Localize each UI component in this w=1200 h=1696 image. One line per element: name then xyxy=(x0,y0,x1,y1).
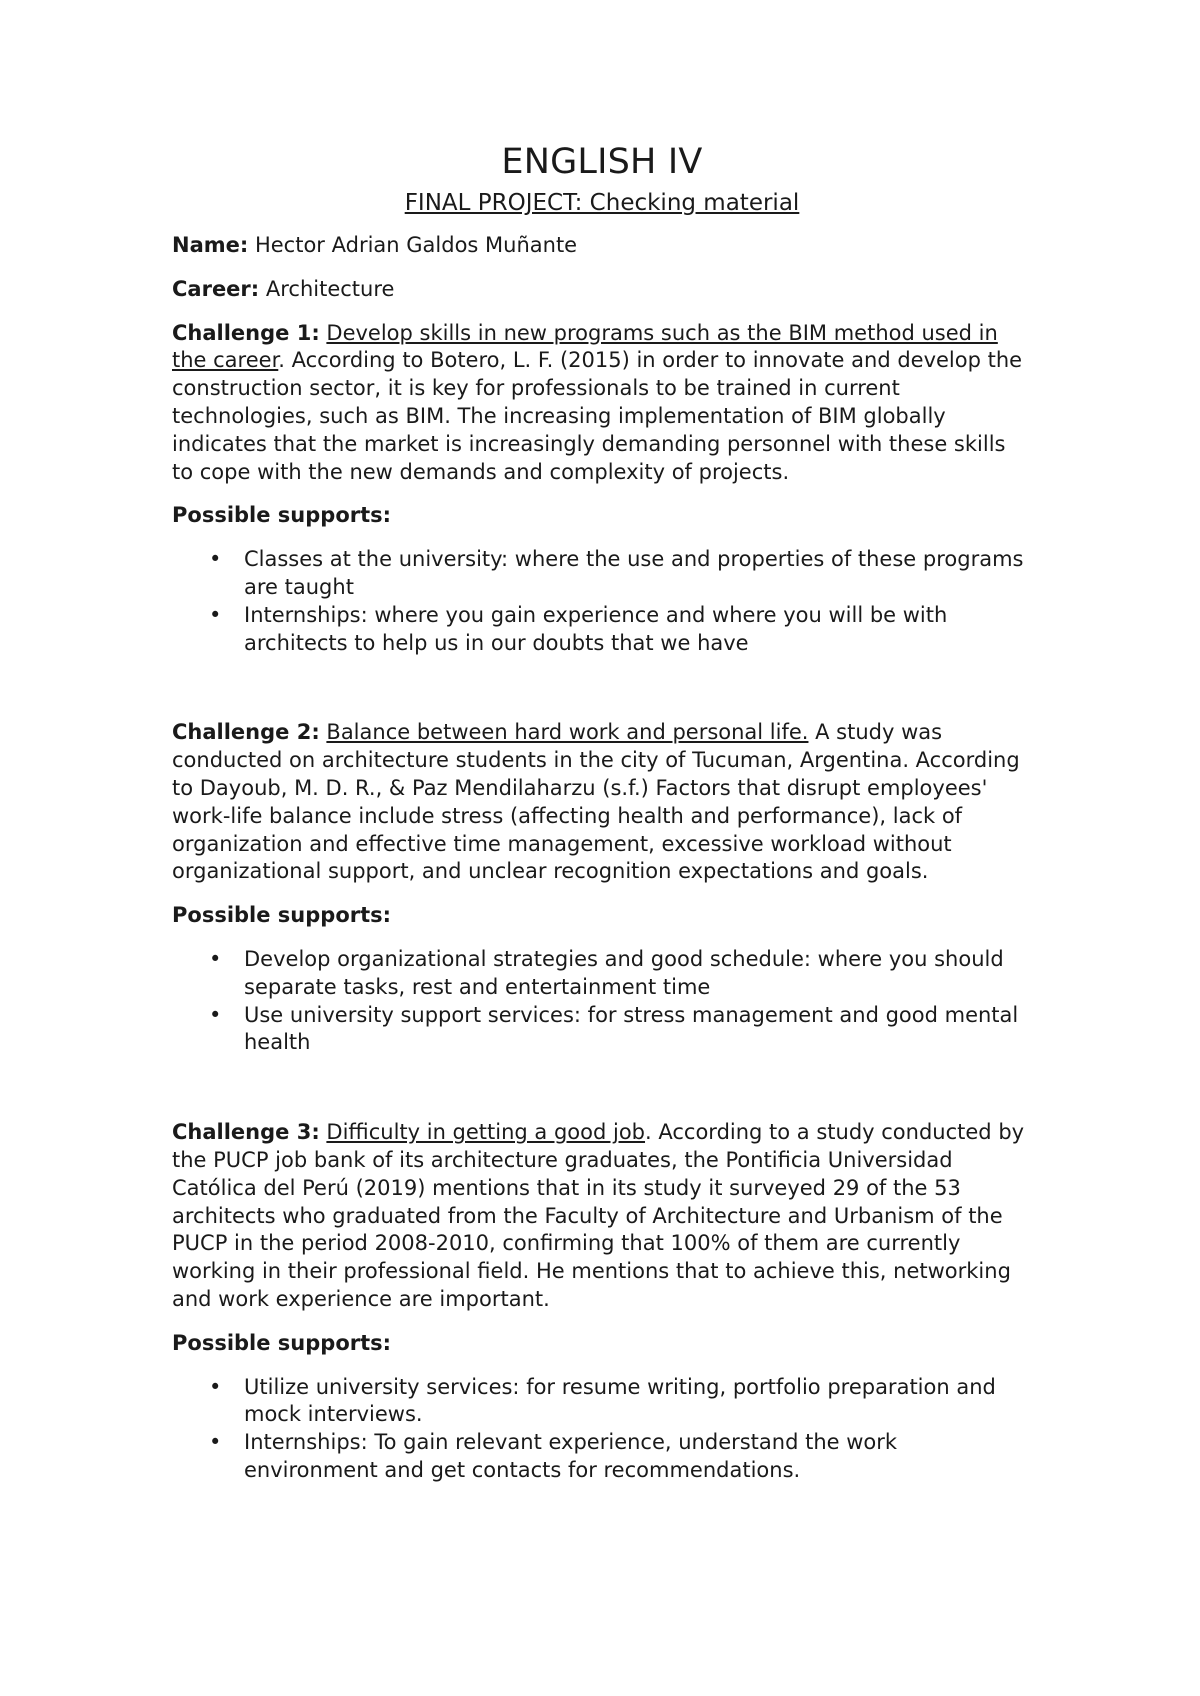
challenge-3-title: Difficulty in getting a good job xyxy=(326,1120,646,1145)
challenge-3-supports-list xyxy=(172,1374,1032,1485)
name-value: Hector Adrian Galdos Muñante xyxy=(254,233,578,257)
challenge-2-title: Balance between hard work and personal life. xyxy=(326,720,809,745)
challenge-3-supports-heading: Possible supports: xyxy=(172,1330,392,1355)
support-text: Develop organizational strategies and good schedule: where you should separate tasks, rest and entertainment time xyxy=(244,946,1004,999)
support-text: Internships: where you gain experience and where you will be with architects to help us in our doubts that we have xyxy=(244,602,948,655)
challenge-2-text: A study was conducted on architecture students in the city of Tucuman, Argentina. According to Dayoub, M. D. R., & Paz Mendilaharzu (s.f.) Factors that disrupt employees' work-life balance include stress (affecting health and performance), lack of organization and effective time management, excessive workload without organizational support, and unclear recognition expectations and goals. xyxy=(172,720,1020,884)
list-item xyxy=(172,1429,1032,1485)
bullet-icon: • xyxy=(209,1374,222,1399)
challenge-1-supports-heading: Possible supports: xyxy=(172,503,392,528)
challenge-1-supports-list xyxy=(172,546,1032,657)
list-item xyxy=(172,602,1032,658)
list-item xyxy=(172,946,1032,1002)
list-item xyxy=(172,1002,1032,1058)
challenge-3-paragraph xyxy=(172,1119,1032,1314)
challenge-2-supports-heading: Possible supports: xyxy=(172,903,392,928)
challenge-1-text: . According to Botero, L. F. (2015) in order to innovate and develop the construction sector, it is key for professionals to be trained in current technologies, such as BIM. The increasing implementation of BIM globally indicates that the market is increasingly demanding personnel with these skills to cope with the new demands and complexity of projects. xyxy=(172,348,1023,484)
support-text: Classes at the university: where the use and properties of these programs are taught xyxy=(244,547,1024,599)
bullet-icon: • xyxy=(209,1430,222,1455)
bullet-icon: • xyxy=(209,602,222,627)
challenge-3-label: Challenge 3: xyxy=(172,1120,320,1145)
bullet-icon: • xyxy=(209,547,222,572)
career-value: Architecture xyxy=(265,276,395,301)
career-line xyxy=(172,276,1032,304)
list-item xyxy=(172,1374,1032,1430)
challenge-2-paragraph xyxy=(172,719,1032,886)
challenge-2-label: Challenge 2: xyxy=(172,720,320,745)
challenge-2-supports-list xyxy=(172,946,1032,1057)
challenge-1-label: Challenge 1: xyxy=(172,320,320,345)
support-text: Internships: To gain relevant experience, understand the work environment and get contacts for recommendations. xyxy=(244,1430,898,1482)
challenge-1-paragraph xyxy=(172,320,1032,487)
list-item xyxy=(172,546,1032,602)
challenge-1-title: Develop skills in new programs such as the BIM method used in the career xyxy=(172,320,998,373)
document-page xyxy=(172,140,1032,1485)
support-text: Utilize university services: for resume writing, portfolio preparation and mock interviews. xyxy=(244,1374,996,1427)
challenge-3-text: . According to a study conducted by the PUCP job bank of its architecture graduates, the Pontificia Universidad Católica del Perú (2019) mentions that in its study it surveyed 29 of the 53 architects who graduated from the Faculty of Architecture and Urbanism of the PUCP in the period 2008-2010, confirming that 100% of them are currently working in their professional field. He mentions that to achieve this, networking and work experience are important. xyxy=(172,1120,1025,1311)
document-title: ENGLISH IV xyxy=(501,142,703,182)
bullet-icon: • xyxy=(209,946,222,971)
name-label: Name: xyxy=(172,233,249,257)
name-line xyxy=(172,232,1032,260)
career-label: Career: xyxy=(172,276,260,301)
bullet-icon: • xyxy=(209,1002,222,1027)
document-subtitle: FINAL PROJECT: Checking material xyxy=(404,190,800,216)
support-text: Use university support services: for stress management and good mental health xyxy=(244,1002,1019,1055)
